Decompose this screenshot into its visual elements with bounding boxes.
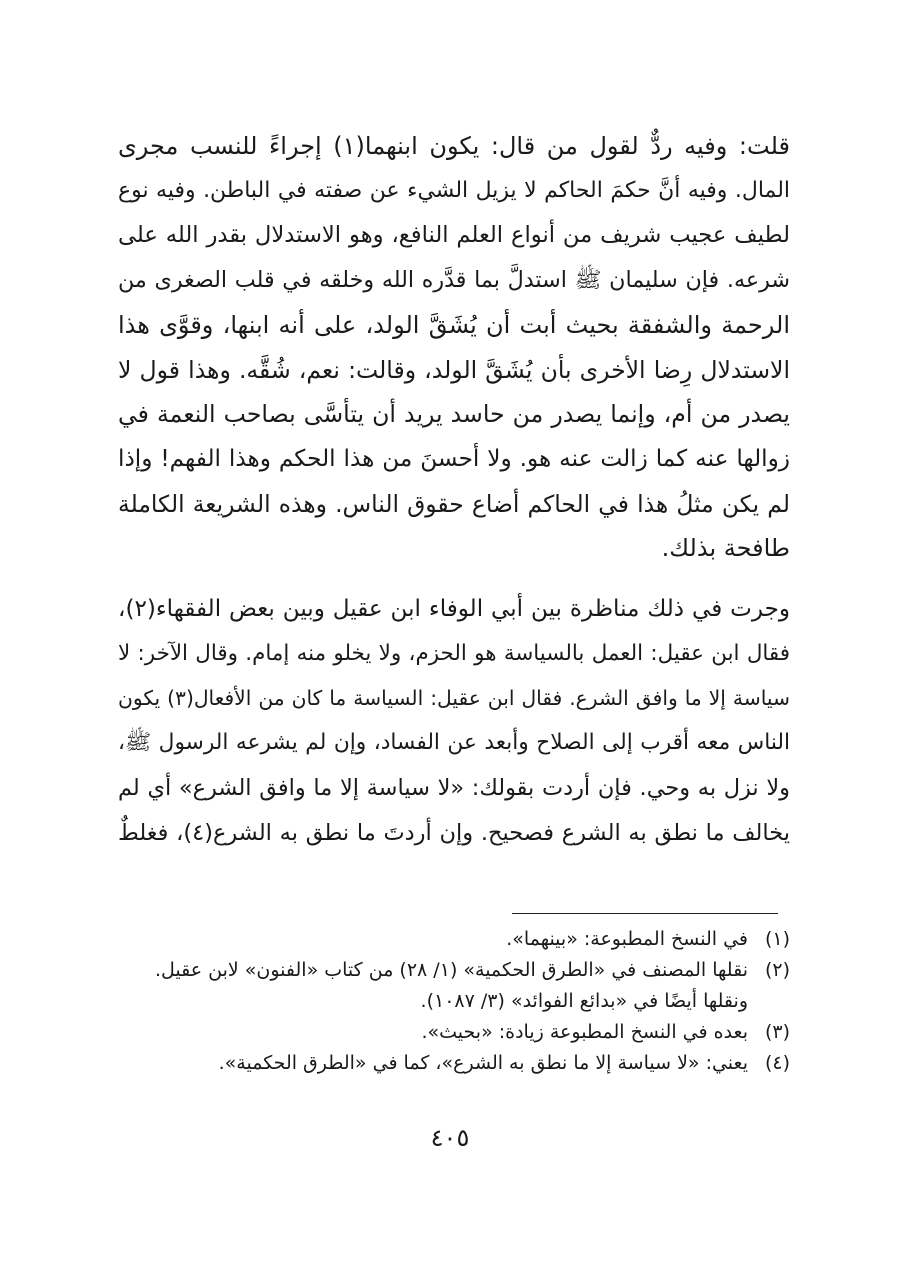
text-line: قلت: وفيه ردٌّ لقول من قال: يكون ابنهما(١) إجراءً للنسب مجرى — [118, 132, 790, 160]
footnote-text: يعني: «لا سياسة إلا ما نطق به الشرع»، كما في «الطرق الحكمية». — [218, 1052, 748, 1074]
text-line: طافحة بذلك. — [661, 534, 790, 563]
footnote-4 — [118, 1048, 790, 1079]
footnote-divider — [512, 913, 778, 914]
text-line: الاستدلال رِضا الأخرى بأن يُشَقَّ الولد، وقالت: نعم، شُقَّه. وهذا قول لا — [118, 355, 790, 384]
footnotes — [118, 924, 790, 1079]
footnote-number: (٤) — [764, 1052, 790, 1074]
text-line: يخالف ما نطق به الشرع فصحيح. وإن أردتَ ما نطق به الشرع(٤)، فغلطٌ — [118, 819, 790, 846]
text-line: الرحمة والشفقة بحيث أبت أن يُشَقَّ الولد، على أنه ابنها، وقوَّى هذا — [118, 310, 790, 339]
text-line: الناس معه أقرب إلى الصلاح وأبعد عن الفساد، وإن لم يشرعه الرسول ﷺ، — [118, 730, 790, 756]
page-number: ٤٠٥ — [430, 1124, 470, 1152]
text-line: ولا نزل به وحي. فإن أردت بقولك: «لا سياسة إلا ما وافق الشرع» أي لم — [118, 774, 790, 801]
footnote-2 — [118, 955, 790, 986]
footnote-number: (٢) — [764, 959, 790, 981]
body-paragraph-2 — [118, 587, 790, 855]
footnote-1 — [118, 924, 790, 955]
footnote-text: في النسخ المطبوعة: «بينهما». — [506, 928, 748, 950]
text-line: زوالها عنه كما زالت عنه هو. ولا أحسنَ من هذا الحكم وهذا الفهم! وإذا — [118, 444, 790, 472]
text-line: شرعه. فإن سليمان ﷺ استدلَّ بما قدَّره الله وخلقه في قلب الصغرى من — [118, 267, 790, 294]
text-line: المال. وفيه أنَّ حكمَ الحاكم لا يزيل الشيء عن صفته في الباطن. وفيه نوع — [118, 177, 790, 203]
text-line: يصدر من أم، وإنما يصدر من حاسد يريد أن يتأسَّى بصاحب النعمة في — [118, 400, 790, 429]
text-line: لم يكن مثلُ هذا في الحاكم أضاع حقوق الناس. وهذه الشريعة الكاملة — [118, 489, 790, 518]
footnote-text: بعده في النسخ المطبوعة زيادة: «بحيث». — [421, 1021, 748, 1043]
text-line: لطيف عجيب شريف من أنواع العلم النافع، وهو الاستدلال بقدر الله على — [118, 222, 790, 249]
text-line: سياسة إلا ما وافق الشرع. فقال ابن عقيل: السياسة ما كان من الأفعال(٣) يكون — [118, 686, 790, 711]
text-line: فقال ابن عقيل: العمل بالسياسة هو الحزم، ولا يخلو منه إمام. وقال الآخر: لا — [118, 640, 790, 666]
footnote-number: (١) — [764, 928, 790, 950]
footnote-3 — [118, 1017, 790, 1048]
footnote-text: نقلها المصنف في «الطرق الحكمية» (١/ ٢٨) من كتاب «الفنون» لابن عقيل. — [155, 959, 748, 981]
body-paragraph-1 — [118, 124, 790, 571]
text-line: وجرت في ذلك مناظرة بين أبي الوفاء ابن عقيل وبين بعض الفقهاء(٢)، — [118, 596, 790, 622]
footnote-2-continuation: ونقلها أيضًا في «بدائع الفوائد» (٣/ ١٠٨٧). — [420, 990, 748, 1012]
footnote-number: (٣) — [764, 1021, 790, 1043]
